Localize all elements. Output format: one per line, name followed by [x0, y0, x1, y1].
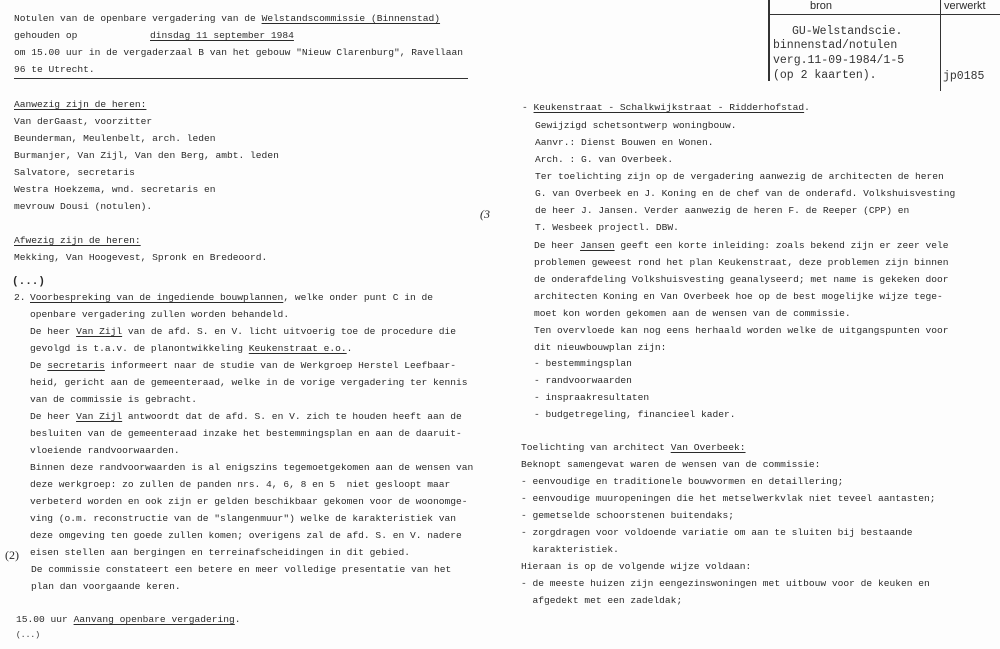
- text: informeert naar de studie van de Werkgroep Herstel Leefbaar-: [104, 360, 457, 371]
- source-code: jp0185: [943, 70, 985, 83]
- keuken-line: dit nieuwbouwplan zijn:: [534, 342, 667, 353]
- item2-line: verbeterd worden en ook zijn er gelden beschikbaar gekomen voor de woonomge-: [30, 496, 468, 507]
- header-line: [14, 13, 440, 25]
- keuken-bullet: - randvoorwaarden: [534, 375, 632, 386]
- keuken-line: Ter toelichting zijn op de vergadering aanwezig de architecten de heren: [535, 171, 944, 182]
- absent-title: Afwezig zijn de heren:: [14, 235, 141, 246]
- item2-line: [30, 326, 456, 338]
- keuken-line: [534, 240, 949, 252]
- item2-line: De commissie constateert een betere en meer volledige presentatie van het: [31, 564, 452, 575]
- source-box-header: [770, 0, 1000, 15]
- item2-line: [30, 343, 352, 355]
- present-line: Beunderman, Meulenbelt, arch. leden: [14, 133, 216, 144]
- item2-line: eisen stellen aan bergingen en terreinafscheidingen in dit gebied.: [30, 547, 410, 558]
- text: gevolgd is t.a.v. de planontwikkeling: [30, 343, 249, 354]
- source-line: GU-Welstandscie.: [792, 25, 903, 38]
- name: Van Zijl: [76, 411, 123, 422]
- name: Jansen: [580, 240, 615, 251]
- text: -: [522, 102, 528, 113]
- keuken-title-line: [522, 102, 810, 114]
- text: antwoordt dat de afd. S. en V. zich te houden heeft aan de: [122, 411, 462, 422]
- item2-line: [30, 292, 433, 304]
- architect-line: afgedekt met een zadeldak;: [521, 595, 683, 606]
- street: Keukenstraat e.o.: [248, 343, 347, 354]
- keuken-line: Aanvr.: Dienst Bouwen en Wonen.: [535, 137, 714, 148]
- architect-line: Beknopt samengevat waren de wensen van de commissie:: [521, 459, 821, 470]
- architect-line: - gemetselde schoorstenen buitendaks;: [521, 510, 735, 521]
- ellipsis: (...): [16, 631, 41, 640]
- item2-line: van de commissie is gebracht.: [30, 394, 197, 405]
- keuken-line: Gewijzigd schetsontwerp woningbouw.: [535, 120, 737, 131]
- source-line: verg.11-09-1984/1-5: [773, 54, 905, 67]
- text: Notulen van de openbare vergadering van de: [14, 13, 262, 24]
- text: 15.00 uur: [16, 614, 74, 625]
- name: Van Overbeek:: [670, 442, 746, 453]
- absent-line: Mekking, Van Hoogevest, Spronk en Bredeoord.: [14, 252, 268, 263]
- text: De: [30, 360, 48, 371]
- header-verwerkt: verwerkt: [944, 0, 986, 12]
- header-line: 96 te Utrecht.: [14, 64, 95, 75]
- source-line: binnenstad/notulen: [773, 39, 898, 52]
- opening-label: Aanvang openbare vergadering: [73, 614, 235, 625]
- keuken-line: de heer J. Jansen. Verder aanwezig de heren F. de Reeper (CPP) en: [535, 205, 910, 216]
- item-number: 2.: [14, 292, 26, 303]
- ellipsis: (...): [12, 276, 46, 288]
- architect-line: - eenvoudige en traditionele bouwvormen en detaillering;: [521, 476, 844, 487]
- text: De heer: [30, 411, 77, 422]
- text: Toelichting van architect: [521, 442, 671, 453]
- present-title: Aanwezig zijn de heren:: [14, 99, 147, 110]
- architect-line: - de meeste huizen zijn eengezinswoningen met uitbouw voor de keuken en: [521, 578, 930, 589]
- column-divider: [940, 0, 941, 91]
- present-line: mevrouw Dousi (notulen).: [14, 201, 153, 212]
- present-line: Burmanjer, Van Zijl, Van den Berg, ambt. leden: [14, 150, 279, 161]
- keuken-line: de onderafdeling Volkshuisvesting geanalyseerd; met name is gekeken door: [534, 274, 949, 285]
- plan-title: Keukenstraat - Schalkwijkstraat - Ridderhofstad: [533, 102, 805, 113]
- item2-line: deze werkgroep: zo zullen de panden nrs. 4, 6, 8 en 5 niet gesloopt maar: [30, 479, 451, 490]
- text: De heer: [30, 326, 77, 337]
- text: geeft een korte inleiding: zoals bekend zijn er zeer vele: [614, 240, 949, 251]
- keuken-bullet: - bestemmingsplan: [534, 358, 632, 369]
- architect-line: karakteristiek.: [521, 544, 619, 555]
- source-box: [768, 0, 1000, 81]
- architect-line: Hieraan is op de volgende wijze voldaan:: [521, 561, 752, 572]
- item2-line: Binnen deze randvoorwaarden is al enigszins tegemoetgekomen aan de wensen van: [30, 462, 474, 473]
- present-line: Van derGaast, voorzitter: [14, 116, 153, 127]
- architect-line: - zorgdragen voor voldoende variatie om aan te sluiten bij bestaande: [521, 527, 913, 538]
- architect-line: - eenvoudige muuropeningen die het metselwerkvlak niet teveel aantasten;: [521, 493, 936, 504]
- meeting-date: dinsdag 11 september 1984: [150, 30, 294, 41]
- item2-line: ving (o.m. reconstructie van de "slangenmuur") welke de karakteristiek van: [30, 513, 457, 524]
- text: .: [234, 614, 241, 625]
- item2-line: openbare vergadering zullen worden behandeld.: [30, 309, 290, 320]
- item2-line: vloeiende randvoorwaarden.: [30, 445, 180, 456]
- margin-note: (3: [480, 207, 490, 221]
- name: Van Zijl: [76, 326, 123, 337]
- item2-line: deze omgeving ten goede zullen komen; overigens zal de afd. S. en V. nadere: [30, 530, 462, 541]
- opening-line: [16, 614, 241, 626]
- keuken-bullet: - inspraakresultaten: [534, 392, 650, 403]
- item2-line: [30, 411, 462, 423]
- name: secretaris: [47, 360, 105, 371]
- keuken-line: problemen geweest rond het plan Keukenstraat, deze problemen zijn binnen: [534, 257, 949, 268]
- keuken-line: G. van Overbeek en J. Koning en de chef van de onderafd. Volkshuisvesting: [535, 188, 956, 199]
- margin-note: (2): [5, 548, 19, 562]
- keuken-line: Arch. : G. van Overbeek.: [535, 154, 674, 165]
- architect-title: [521, 442, 746, 454]
- committee-name: Welstandscommissie (Binnenstad): [261, 13, 441, 24]
- header-rule: [14, 78, 468, 79]
- text: van de afd. S. en V. licht uitvoerig toe de procedure die: [122, 326, 457, 337]
- header-line: om 15.00 uur in de vergaderzaal B van het gebouw "Nieuw Clarenburg", Ravellaan: [14, 47, 464, 58]
- keuken-bullet: - budgetregeling, financieel kader.: [534, 409, 736, 420]
- present-line: Salvatore, secretaris: [14, 167, 135, 178]
- keuken-line: moet kon worden gekomen aan de wensen van de commissie.: [534, 308, 851, 319]
- header-line: gehouden op: [14, 30, 78, 41]
- item-title: Voorbespreking van de ingediende bouwplannen: [30, 292, 284, 303]
- item2-line: plan dan voorgaande keren.: [31, 581, 181, 592]
- text: .: [804, 102, 810, 113]
- header-bron: bron: [810, 0, 833, 12]
- source-line: (op 2 kaarten).: [773, 69, 877, 82]
- text: .: [346, 343, 353, 354]
- item2-line: heid, gericht aan de gemeenteraad, welke in de vorige vergadering ter kennis: [30, 377, 468, 388]
- keuken-line: architecten Koning en Van Overbeek hoe op de best mogelijke wijze tege-: [534, 291, 943, 302]
- text: De heer: [534, 240, 581, 251]
- keuken-line: T. Wesbeek projectl. DBW.: [535, 222, 679, 233]
- present-line: Westra Hoekzema, wnd. secretaris en: [14, 184, 216, 195]
- item2-line: besluiten van de gemeenteraad inzake het bestemmingsplan en aan de daaruit-: [30, 428, 462, 439]
- text: , welke onder punt C in de: [283, 292, 434, 303]
- keuken-line: Ten overvloede kan nog eens herhaald worden welke de uitgangspunten voor: [534, 325, 949, 336]
- item2-line: [30, 360, 456, 372]
